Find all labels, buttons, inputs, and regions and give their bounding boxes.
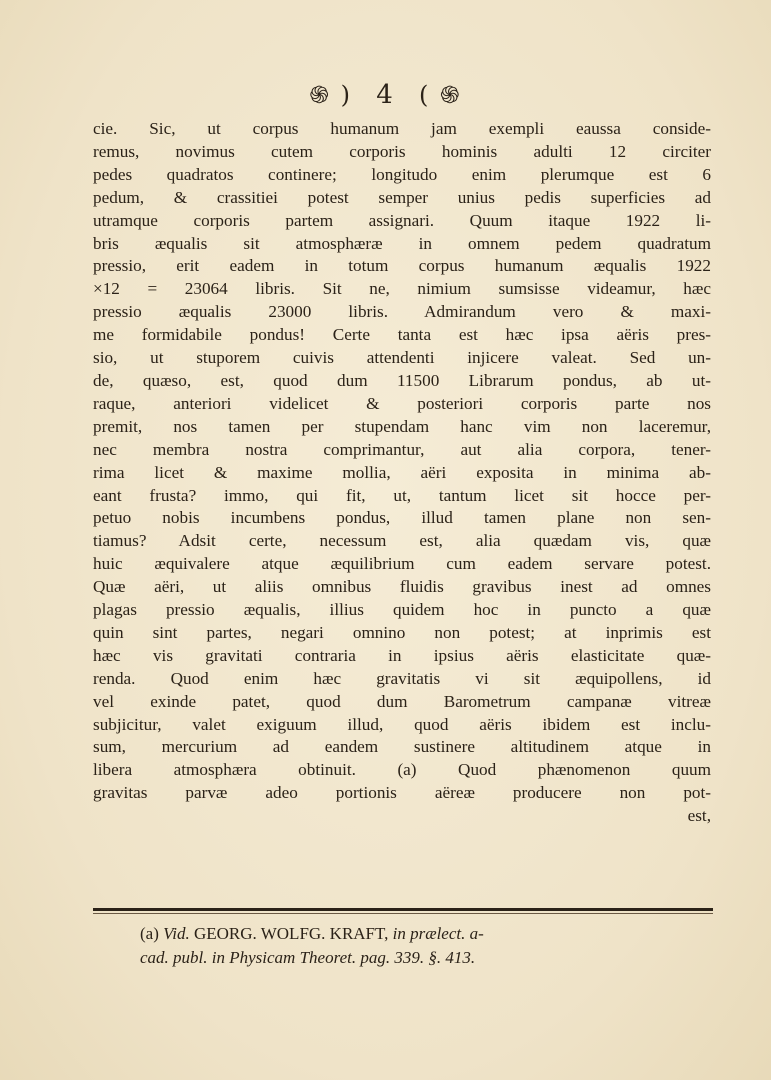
text-line: plagas pressio æqualis, illius quidem hoc in puncto a quæ — [93, 600, 711, 620]
footnote-vid: Vid. — [163, 924, 190, 943]
text-line: Quæ aëri, ut aliis omnibus fluidis gravibus inest ad omnes — [93, 577, 711, 597]
text-line: ×12 = 23064 libris. Sit ne, nimium sumsisse videamur, hæc — [93, 279, 711, 299]
text-line: pedum, & crassitiei potest semper unius pedis superficies ad — [93, 187, 711, 207]
right-ornament: ( ֍ — [419, 81, 462, 109]
text-line: eant frusta? immo, qui fit, ut, tantum licet sit hocce per- — [93, 485, 711, 505]
footnote-line-2: cad. publ. in Physicam Theoret. pag. 339. §. 413. — [140, 948, 476, 967]
footnote — [140, 922, 720, 970]
text-line: pedes quadratos continere; longitudo enim plerumque est 6 — [93, 164, 711, 184]
page-number: 4 — [376, 80, 395, 110]
footnote-marker: (a) — [140, 924, 159, 943]
text-line: nec membra nostra comprimantur, aut alia corpora, tener- — [93, 439, 711, 459]
text-line: premit, nos tamen per stupendam hanc vim non laceremur, — [93, 416, 711, 436]
text-line: sio, ut stuporem cuivis attendenti injicere valeat. Sed un- — [93, 348, 711, 368]
text-line: de, quæso, est, quod dum 11500 Librarum pondus, ab ut- — [93, 370, 711, 390]
text-line: gravitas parvæ adeo portionis aëreæ producere non pot- — [93, 783, 711, 803]
text-line: sum, mercurium ad eandem sustinere altitudinem atque in — [93, 737, 711, 757]
footnote-divider — [93, 908, 713, 911]
text-line: hæc vis gravitati contraria in ipsius aëris elasticitate quæ- — [93, 645, 711, 665]
text-line: quin sint partes, negari omnino non potest; at inprimis est — [93, 622, 711, 642]
left-ornament: ֍ ) — [309, 81, 352, 109]
text-line: vel exinde patet, quod dum Barometrum campanæ vitreæ — [93, 691, 711, 711]
text-line: cie. Sic, ut corpus humanum jam exempli eaussa conside- — [93, 119, 711, 138]
text-line: petuo nobis incumbens pondus, illud tamen plane non sen- — [93, 508, 711, 528]
footnote-a: a- — [469, 924, 484, 943]
text-line: me formidabile pondus! Certe tanta est hæc ipsa aëris pres- — [93, 325, 711, 345]
text-line: renda. Quod enim hæc gravitatis vi sit æquipollens, id — [93, 668, 711, 688]
text-line: rima licet & maxime mollia, aëri exposita in minima ab- — [93, 462, 711, 482]
text-line: utramque corporis partem assignari. Quum itaque 1922 li- — [93, 210, 711, 230]
text-line: bris æqualis sit atmosphæræ in omnem pedem quadratum — [93, 233, 711, 253]
text-line: remus, novimus cutem corporis hominis adulti 12 circiter — [93, 141, 711, 161]
page-header — [0, 78, 771, 111]
footnote-divider-thin — [93, 913, 713, 914]
footnote-line-1 — [140, 922, 720, 946]
footnote-author: GEORG. WOLFG. KRAFT, — [193, 924, 389, 943]
text-line: huic æquivalere atque æquilibrium cum eadem servare potest. — [93, 554, 711, 574]
text-line: libera atmosphæra obtinuit. (a) Quod phænomenon quum — [93, 760, 711, 780]
text-line: raque, anteriori videlicet & posteriori corporis parte nos — [93, 393, 711, 413]
catchword: est, — [687, 806, 711, 826]
text-line: pressio æqualis 23000 libris. Admirandum vero & maxi- — [93, 302, 711, 322]
footnote-in-praelect: in prælect. — [392, 924, 466, 943]
main-text — [93, 118, 711, 828]
text-line: pressio, erit eadem in totum corpus humanum æqualis 1922 — [93, 256, 711, 276]
text-line: subjicitur, valet exiguum illud, quod aëris ibidem est inclu- — [93, 714, 711, 734]
text-line: tiamus? Adsit certe, necessum est, alia quædam vis, quæ — [93, 531, 711, 551]
